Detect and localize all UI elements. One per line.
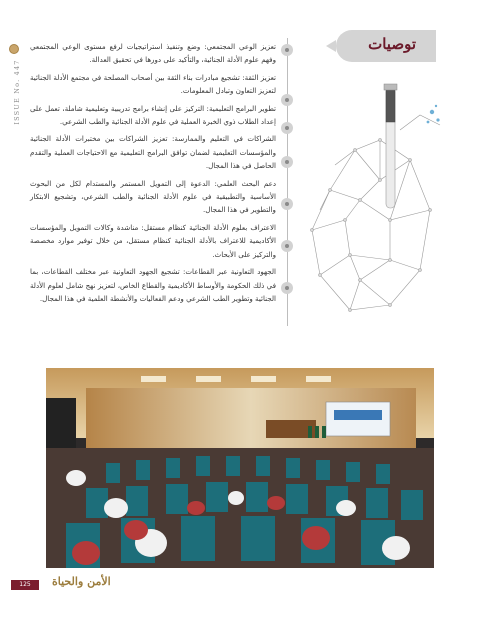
paragraph: الجهود التعاونية عبر القطاعات: تشجيع الجهود التعاونية عبر مختلف القطاعات، بما في ذلك الحكومة والأوساط الأكاديمية والقطاع الخاص، لتعزيز نهج شامل لعلوم الأدلة الجنائية وتطوير الطب الشرعي ودعم الفعاليات والأنشطة العلمية في هذا المجال. [30,267,276,303]
bullet-icon [281,156,293,168]
paragraph: تعزيز الثقة: تشجيع مبادرات بناء الثقة بين أصحاب المصلحة في مجتمع الأدلة الجنائية لتعزيز التعاون وتبادل المعلومات. [30,72,276,96]
bullet-icon [281,198,293,210]
conference-hall-photo [46,368,434,568]
paragraph: تعزيز الوعي المجتمعي: وضع وتنفيذ استراتيجيات لرفع مستوى الوعي المجتمعي وفهم علوم الأدلة الجنائية، والتأكيد على دورها في تحقيق العدالة. [30,42,276,65]
issue-label: ISSUE No. 447 [13,59,21,125]
bullet-icon [281,94,293,106]
bullet-icon [281,122,293,134]
paragraph: تطوير البرامج التعليمية: التركيز على إنشاء برامج تدريبية وتعليمية شاملة، تعمل على إعداد الطلاب ذوي الخبرة العملية في علوم الأدلة الجنائية والطب الشرعي. [30,103,276,127]
bullet-icon [281,240,293,252]
section-title-tab [336,30,436,62]
hand-test-tube-illustration [300,70,450,320]
section-title: توصيات [368,35,416,53]
paragraph: الاعتراف بعلوم الأدلة الجنائية كنظام مستقل: مناشدة وكالات التمويل والمؤسسات الأكاديمية للاعتراف بالأدلة الجنائية كنظام مستقل، من خلال توفير موارد مخصصة والتركيز على الأبحاث. [30,222,276,259]
paragraph: الشراكات في التعليم والممارسة: تعزيز الشراكات بين مختبرات الأدلة الجنائية والمؤسسات التعليمية لضمان توافق البرامج التعليمية مع الاحتياجات العملية والتقدم الحاصل في هذا المجال. [30,134,276,171]
bullet-icon [281,282,293,294]
page-number: 125 [11,580,39,590]
bullet-icon [281,44,293,56]
side-strip [0,0,30,617]
paragraph: دعم البحث العلمي: الدعوة إلى التمويل المستمر والمستدام لكل من البحوث الأساسية والتطبيقية في علوم الأدلة الجنائية والطب الشرعي، وتشجيع الابتكار والتطوير في هذا المجال. [30,178,276,215]
recommendations-text [30,40,278,309]
magazine-name: الأمن والحياة [52,575,111,588]
tab-arrow-icon [326,40,336,52]
